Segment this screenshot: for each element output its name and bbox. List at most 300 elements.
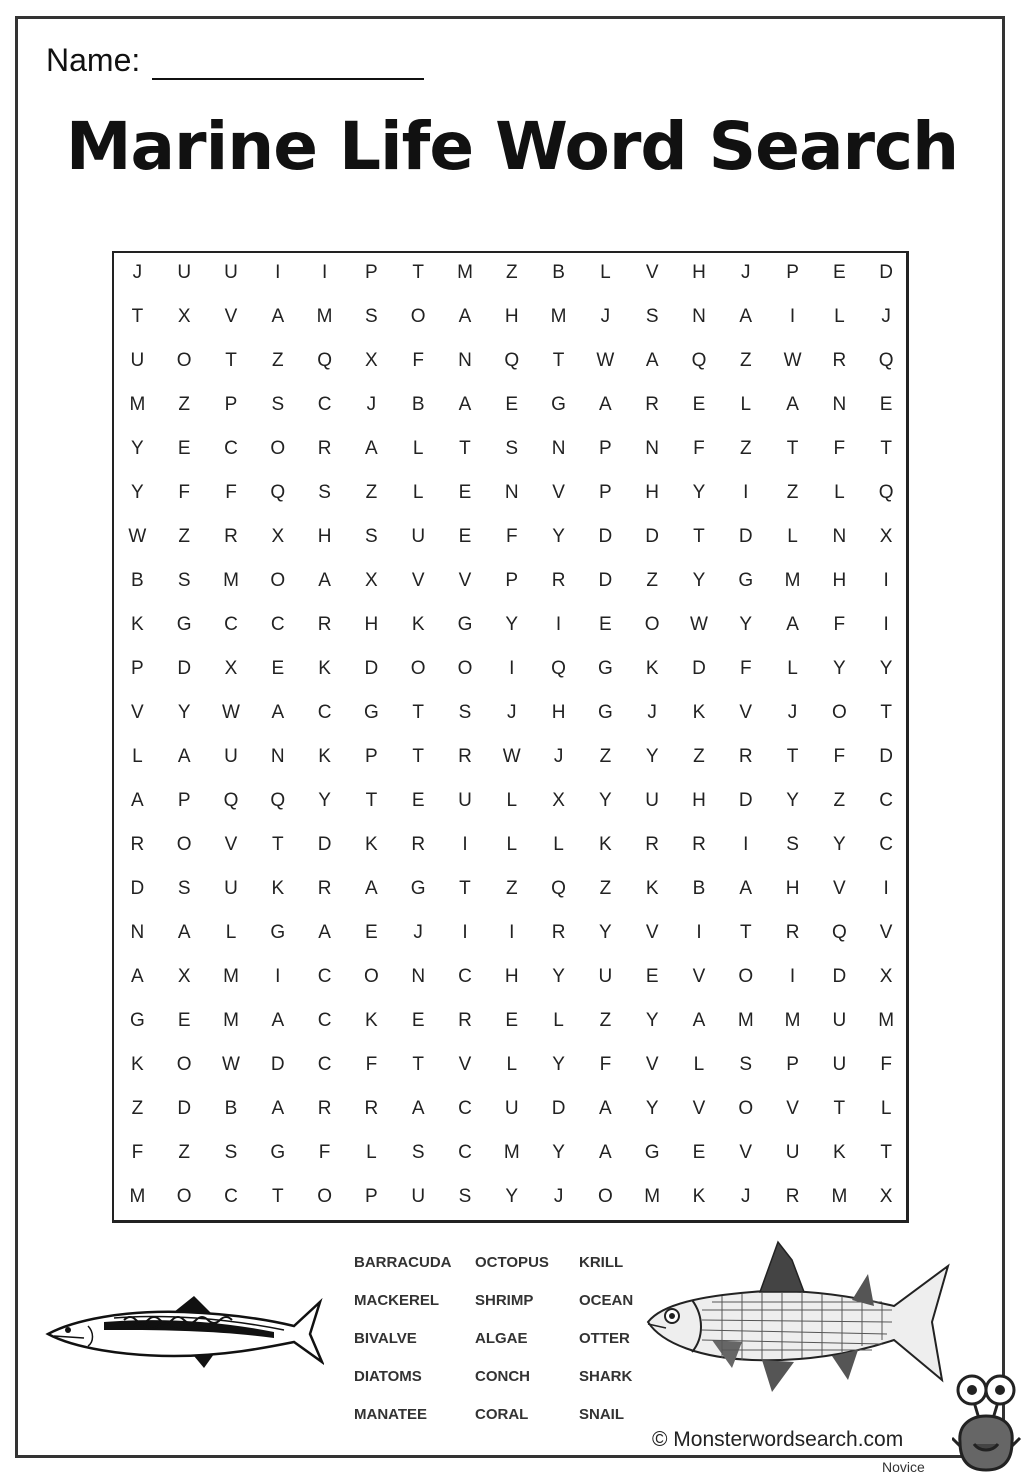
- grid-cell[interactable]: A: [177, 922, 191, 943]
- grid-cell[interactable]: I: [883, 878, 889, 899]
- grid-cell[interactable]: K: [131, 1054, 144, 1075]
- grid-cell[interactable]: N: [551, 438, 566, 459]
- grid-cell[interactable]: R: [317, 1098, 332, 1119]
- grid-cell[interactable]: J: [366, 394, 377, 415]
- grid-cell[interactable]: T: [365, 790, 378, 811]
- grid-cell[interactable]: G: [363, 702, 379, 723]
- grid-cell[interactable]: H: [504, 966, 519, 987]
- grid-cell[interactable]: F: [880, 1054, 892, 1075]
- grid-cell[interactable]: C: [317, 702, 332, 723]
- grid-cell[interactable]: V: [224, 306, 238, 327]
- grid-cell[interactable]: J: [413, 922, 423, 943]
- grid-cell[interactable]: V: [739, 1142, 753, 1163]
- grid-cell[interactable]: Y: [318, 790, 331, 811]
- grid-cell[interactable]: A: [458, 306, 472, 327]
- grid-cell[interactable]: J: [741, 262, 751, 283]
- grid-cell[interactable]: P: [599, 482, 612, 503]
- grid-cell[interactable]: W: [502, 746, 521, 767]
- grid-cell[interactable]: V: [458, 570, 472, 591]
- grid-cell[interactable]: M: [784, 570, 801, 591]
- grid-cell[interactable]: Z: [646, 570, 658, 591]
- grid-cell[interactable]: E: [411, 790, 425, 811]
- grid-cell[interactable]: Y: [177, 702, 191, 723]
- grid-cell[interactable]: Z: [505, 262, 518, 283]
- grid-cell[interactable]: F: [599, 1054, 612, 1075]
- grid-cell[interactable]: F: [739, 658, 752, 679]
- grid-cell[interactable]: X: [177, 306, 191, 327]
- grid-cell[interactable]: I: [743, 834, 749, 855]
- grid-cell[interactable]: J: [507, 702, 517, 723]
- grid-cell[interactable]: O: [317, 1186, 332, 1207]
- grid-cell[interactable]: R: [411, 834, 426, 855]
- grid-cell[interactable]: D: [598, 526, 613, 547]
- grid-cell[interactable]: J: [553, 746, 564, 767]
- grid-cell[interactable]: C: [879, 834, 894, 855]
- grid-cell[interactable]: A: [271, 1010, 285, 1031]
- grid-cell[interactable]: T: [880, 1142, 892, 1163]
- grid-cell[interactable]: M: [223, 966, 239, 987]
- grid-cell[interactable]: F: [833, 746, 846, 767]
- grid-cell[interactable]: A: [365, 878, 378, 899]
- grid-cell[interactable]: Y: [786, 790, 799, 811]
- grid-cell[interactable]: I: [509, 922, 515, 943]
- grid-cell[interactable]: Y: [692, 570, 706, 591]
- grid-cell[interactable]: O: [270, 570, 286, 591]
- grid-cell[interactable]: D: [879, 262, 894, 283]
- grid-cell[interactable]: S: [177, 570, 191, 591]
- grid-cell[interactable]: G: [270, 922, 286, 943]
- grid-cell[interactable]: R: [832, 350, 847, 371]
- grid-cell[interactable]: A: [411, 1098, 425, 1119]
- grid-cell[interactable]: I: [275, 262, 281, 283]
- grid-cell[interactable]: W: [222, 702, 240, 723]
- grid-cell[interactable]: D: [738, 790, 753, 811]
- grid-cell[interactable]: I: [509, 658, 515, 679]
- grid-cell[interactable]: Z: [739, 350, 752, 371]
- grid-cell[interactable]: F: [833, 438, 846, 459]
- grid-cell[interactable]: Y: [505, 614, 519, 635]
- grid-cell[interactable]: E: [879, 394, 893, 415]
- grid-cell[interactable]: Z: [599, 746, 612, 767]
- grid-cell[interactable]: I: [555, 614, 562, 635]
- grid-cell[interactable]: R: [692, 834, 706, 855]
- grid-cell[interactable]: A: [177, 746, 191, 767]
- grid-cell[interactable]: U: [130, 350, 145, 371]
- grid-cell[interactable]: L: [366, 1142, 377, 1163]
- grid-cell[interactable]: J: [132, 262, 143, 283]
- grid-cell[interactable]: A: [645, 350, 659, 371]
- grid-cell[interactable]: D: [270, 1054, 285, 1075]
- grid-cell[interactable]: Y: [833, 834, 846, 855]
- grid-cell[interactable]: D: [177, 1098, 192, 1119]
- grid-cell[interactable]: O: [738, 966, 754, 987]
- grid-cell[interactable]: Z: [786, 482, 799, 503]
- grid-cell[interactable]: U: [598, 966, 613, 987]
- grid-cell[interactable]: O: [363, 966, 379, 987]
- grid-cell[interactable]: F: [131, 1142, 144, 1163]
- grid-cell[interactable]: V: [833, 878, 846, 899]
- grid-cell[interactable]: J: [600, 306, 611, 327]
- grid-cell[interactable]: Y: [645, 1010, 659, 1031]
- grid-cell[interactable]: H: [364, 614, 379, 635]
- grid-cell[interactable]: U: [645, 790, 660, 811]
- grid-cell[interactable]: L: [412, 482, 424, 503]
- grid-cell[interactable]: B: [552, 262, 565, 283]
- grid-cell[interactable]: L: [787, 658, 798, 679]
- grid-cell[interactable]: V: [645, 922, 659, 943]
- grid-cell[interactable]: L: [880, 1098, 892, 1119]
- grid-cell[interactable]: E: [365, 922, 378, 943]
- grid-cell[interactable]: O: [738, 1098, 754, 1119]
- grid-cell[interactable]: L: [834, 306, 845, 327]
- grid-cell[interactable]: K: [318, 746, 331, 767]
- grid-cell[interactable]: Q: [878, 350, 894, 371]
- grid-cell[interactable]: H: [317, 526, 332, 547]
- grid-cell[interactable]: E: [505, 394, 519, 415]
- grid-cell[interactable]: R: [458, 746, 472, 767]
- grid-cell[interactable]: O: [457, 658, 473, 679]
- grid-cell[interactable]: G: [644, 1142, 660, 1163]
- grid-cell[interactable]: F: [693, 438, 705, 459]
- grid-cell[interactable]: U: [224, 746, 238, 767]
- grid-cell[interactable]: V: [131, 702, 144, 723]
- grid-cell[interactable]: T: [412, 1054, 424, 1075]
- grid-cell[interactable]: Q: [878, 482, 894, 503]
- grid-cell[interactable]: R: [317, 614, 332, 635]
- grid-cell[interactable]: X: [224, 658, 238, 679]
- grid-cell[interactable]: T: [459, 878, 471, 899]
- grid-cell[interactable]: U: [832, 1054, 847, 1075]
- grid-cell[interactable]: T: [271, 1186, 284, 1207]
- grid-cell[interactable]: D: [317, 834, 332, 855]
- grid-cell[interactable]: A: [692, 1010, 706, 1031]
- grid-cell[interactable]: D: [364, 658, 379, 679]
- grid-cell[interactable]: K: [365, 834, 378, 855]
- grid-cell[interactable]: F: [833, 614, 846, 635]
- grid-cell[interactable]: U: [504, 1098, 519, 1119]
- grid-cell[interactable]: S: [365, 306, 378, 327]
- grid-cell[interactable]: C: [458, 1098, 472, 1119]
- grid-cell[interactable]: C: [224, 1186, 238, 1207]
- grid-cell[interactable]: H: [785, 878, 800, 899]
- grid-cell[interactable]: N: [832, 526, 847, 547]
- grid-cell[interactable]: K: [645, 878, 659, 899]
- grid-cell[interactable]: A: [131, 790, 144, 811]
- grid-cell[interactable]: M: [737, 1010, 754, 1031]
- grid-cell[interactable]: Z: [693, 746, 705, 767]
- grid-cell[interactable]: M: [223, 1010, 239, 1031]
- grid-cell[interactable]: X: [271, 526, 285, 547]
- grid-cell[interactable]: O: [270, 438, 286, 459]
- grid-cell[interactable]: U: [224, 878, 238, 899]
- grid-cell[interactable]: P: [224, 394, 238, 415]
- grid-cell[interactable]: V: [411, 570, 425, 591]
- grid-cell[interactable]: O: [176, 834, 192, 855]
- grid-cell[interactable]: E: [692, 1142, 706, 1163]
- grid-cell[interactable]: C: [317, 1010, 332, 1031]
- grid-cell[interactable]: Y: [552, 1054, 565, 1075]
- grid-cell[interactable]: I: [743, 482, 749, 503]
- grid-cell[interactable]: M: [878, 1010, 895, 1031]
- grid-cell[interactable]: T: [552, 350, 565, 371]
- grid-cell[interactable]: A: [131, 966, 144, 987]
- grid-cell[interactable]: N: [270, 746, 285, 767]
- grid-cell[interactable]: R: [551, 570, 566, 591]
- grid-cell[interactable]: Y: [692, 482, 706, 503]
- grid-cell[interactable]: Y: [739, 614, 753, 635]
- grid-cell[interactable]: Q: [504, 350, 520, 371]
- grid-cell[interactable]: R: [364, 1098, 379, 1119]
- grid-cell[interactable]: L: [740, 394, 752, 415]
- grid-cell[interactable]: C: [317, 1054, 332, 1075]
- grid-cell[interactable]: A: [318, 922, 331, 943]
- grid-cell[interactable]: V: [645, 262, 659, 283]
- grid-cell[interactable]: K: [411, 614, 425, 635]
- grid-cell[interactable]: L: [132, 746, 143, 767]
- grid-cell[interactable]: Z: [739, 438, 752, 459]
- grid-cell[interactable]: M: [503, 1142, 520, 1163]
- grid-cell[interactable]: O: [644, 614, 660, 635]
- grid-cell[interactable]: L: [693, 1054, 705, 1075]
- grid-cell[interactable]: I: [696, 922, 702, 943]
- grid-cell[interactable]: D: [692, 658, 706, 679]
- grid-cell[interactable]: P: [177, 790, 191, 811]
- grid-cell[interactable]: U: [177, 262, 192, 283]
- grid-cell[interactable]: B: [692, 878, 706, 899]
- grid-cell[interactable]: Y: [131, 438, 144, 459]
- grid-cell[interactable]: C: [879, 790, 894, 811]
- grid-cell[interactable]: X: [879, 1186, 893, 1207]
- grid-cell[interactable]: S: [365, 526, 378, 547]
- grid-cell[interactable]: R: [317, 438, 332, 459]
- grid-cell[interactable]: G: [270, 1142, 286, 1163]
- grid-cell[interactable]: L: [787, 526, 798, 547]
- grid-cell[interactable]: S: [786, 834, 799, 855]
- grid-cell[interactable]: I: [883, 570, 889, 591]
- grid-cell[interactable]: A: [599, 1098, 612, 1119]
- grid-cell[interactable]: A: [786, 394, 799, 415]
- grid-cell[interactable]: T: [786, 746, 799, 767]
- grid-cell[interactable]: Z: [505, 878, 518, 899]
- grid-cell[interactable]: H: [504, 306, 519, 327]
- grid-cell[interactable]: S: [458, 702, 472, 723]
- grid-cell[interactable]: X: [552, 790, 565, 811]
- grid-cell[interactable]: Y: [505, 1186, 519, 1207]
- grid-cell[interactable]: E: [177, 438, 191, 459]
- grid-cell[interactable]: R: [458, 1010, 472, 1031]
- grid-cell[interactable]: P: [786, 262, 799, 283]
- grid-cell[interactable]: V: [786, 1098, 799, 1119]
- grid-cell[interactable]: D: [832, 966, 847, 987]
- grid-cell[interactable]: I: [789, 306, 796, 327]
- grid-cell[interactable]: N: [645, 438, 660, 459]
- grid-cell[interactable]: V: [645, 1054, 659, 1075]
- grid-cell[interactable]: Y: [552, 1142, 565, 1163]
- grid-cell[interactable]: S: [645, 306, 659, 327]
- grid-cell[interactable]: D: [551, 1098, 566, 1119]
- grid-cell[interactable]: P: [365, 1186, 378, 1207]
- grid-cell[interactable]: O: [410, 658, 426, 679]
- grid-cell[interactable]: Z: [271, 350, 284, 371]
- grid-cell[interactable]: Y: [599, 790, 612, 811]
- grid-cell[interactable]: Q: [551, 878, 566, 899]
- grid-cell[interactable]: V: [739, 702, 753, 723]
- grid-cell[interactable]: O: [410, 306, 426, 327]
- grid-cell[interactable]: H: [692, 790, 706, 811]
- grid-cell[interactable]: T: [786, 438, 799, 459]
- grid-cell[interactable]: F: [365, 1054, 378, 1075]
- grid-cell[interactable]: G: [597, 658, 613, 679]
- grid-cell[interactable]: M: [784, 1010, 801, 1031]
- grid-cell[interactable]: L: [225, 922, 237, 943]
- grid-cell[interactable]: T: [459, 438, 471, 459]
- grid-cell[interactable]: U: [832, 1010, 847, 1031]
- grid-cell[interactable]: M: [316, 306, 333, 327]
- grid-cell[interactable]: T: [739, 922, 752, 943]
- grid-cell[interactable]: Z: [599, 1010, 612, 1031]
- grid-cell[interactable]: X: [879, 526, 893, 547]
- grid-cell[interactable]: P: [786, 1054, 799, 1075]
- grid-cell[interactable]: Z: [365, 482, 378, 503]
- grid-cell[interactable]: H: [551, 702, 566, 723]
- grid-cell[interactable]: A: [599, 1142, 612, 1163]
- grid-cell[interactable]: N: [832, 394, 847, 415]
- grid-cell[interactable]: P: [599, 438, 612, 459]
- grid-cell[interactable]: Q: [691, 350, 707, 371]
- grid-cell[interactable]: S: [318, 482, 331, 503]
- grid-cell[interactable]: F: [225, 482, 237, 503]
- grid-cell[interactable]: G: [551, 394, 566, 415]
- grid-cell[interactable]: Y: [599, 922, 612, 943]
- grid-cell[interactable]: K: [365, 1010, 378, 1031]
- grid-cell[interactable]: D: [645, 526, 660, 547]
- grid-cell[interactable]: C: [317, 394, 332, 415]
- grid-cell[interactable]: Z: [833, 790, 846, 811]
- grid-cell[interactable]: T: [880, 438, 892, 459]
- grid-cell[interactable]: V: [692, 966, 706, 987]
- grid-cell[interactable]: T: [271, 834, 284, 855]
- grid-cell[interactable]: I: [462, 922, 468, 943]
- grid-cell[interactable]: S: [271, 394, 285, 415]
- grid-cell[interactable]: A: [365, 438, 378, 459]
- grid-cell[interactable]: L: [553, 834, 564, 855]
- grid-cell[interactable]: Y: [879, 658, 893, 679]
- grid-cell[interactable]: N: [692, 306, 706, 327]
- grid-cell[interactable]: S: [458, 1186, 472, 1207]
- grid-cell[interactable]: T: [880, 702, 892, 723]
- grid-cell[interactable]: Y: [131, 482, 144, 503]
- grid-cell[interactable]: N: [130, 922, 145, 943]
- grid-cell[interactable]: O: [597, 1186, 613, 1207]
- grid-cell[interactable]: P: [131, 658, 144, 679]
- grid-cell[interactable]: N: [504, 482, 519, 503]
- grid-cell[interactable]: H: [692, 262, 706, 283]
- grid-cell[interactable]: W: [128, 526, 147, 547]
- grid-cell[interactable]: F: [505, 526, 518, 547]
- grid-cell[interactable]: E: [599, 614, 612, 635]
- grid-cell[interactable]: Z: [178, 394, 190, 415]
- grid-cell[interactable]: I: [462, 834, 468, 855]
- grid-cell[interactable]: Y: [833, 658, 846, 679]
- grid-cell[interactable]: H: [832, 570, 847, 591]
- grid-cell[interactable]: A: [739, 306, 753, 327]
- grid-cell[interactable]: L: [506, 790, 518, 811]
- grid-cell[interactable]: T: [833, 1098, 846, 1119]
- grid-cell[interactable]: K: [692, 1186, 706, 1207]
- grid-cell[interactable]: W: [783, 350, 802, 371]
- grid-cell[interactable]: G: [130, 1010, 145, 1031]
- grid-cell[interactable]: R: [130, 834, 145, 855]
- grid-cell[interactable]: V: [692, 1098, 706, 1119]
- grid-cell[interactable]: A: [599, 394, 612, 415]
- grid-cell[interactable]: T: [693, 526, 705, 547]
- grid-cell[interactable]: L: [553, 1010, 564, 1031]
- name-blank-line[interactable]: [152, 46, 424, 80]
- grid-cell[interactable]: E: [645, 966, 659, 987]
- grid-cell[interactable]: K: [131, 614, 144, 635]
- grid-cell[interactable]: A: [271, 1098, 285, 1119]
- grid-cell[interactable]: C: [317, 966, 332, 987]
- grid-cell[interactable]: L: [834, 482, 845, 503]
- grid-cell[interactable]: Z: [131, 1098, 144, 1119]
- grid-cell[interactable]: C: [224, 614, 238, 635]
- grid-cell[interactable]: F: [318, 1142, 331, 1163]
- grid-cell[interactable]: W: [596, 350, 615, 371]
- grid-cell[interactable]: M: [644, 1186, 661, 1207]
- grid-cell[interactable]: S: [411, 1142, 425, 1163]
- grid-cell[interactable]: G: [738, 570, 754, 591]
- grid-cell[interactable]: Y: [552, 526, 565, 547]
- grid-cell[interactable]: X: [365, 350, 378, 371]
- grid-cell[interactable]: I: [789, 966, 796, 987]
- grid-cell[interactable]: T: [412, 262, 424, 283]
- grid-cell[interactable]: X: [879, 966, 893, 987]
- grid-cell[interactable]: C: [270, 614, 285, 635]
- grid-cell[interactable]: D: [130, 878, 145, 899]
- grid-cell[interactable]: Z: [599, 878, 612, 899]
- grid-cell[interactable]: A: [739, 878, 753, 899]
- grid-cell[interactable]: U: [458, 790, 472, 811]
- grid-cell[interactable]: P: [365, 262, 378, 283]
- grid-cell[interactable]: J: [553, 1186, 564, 1207]
- grid-cell[interactable]: J: [647, 702, 657, 723]
- grid-cell[interactable]: D: [598, 570, 613, 591]
- grid-cell[interactable]: A: [458, 394, 472, 415]
- grid-cell[interactable]: S: [177, 878, 191, 899]
- grid-cell[interactable]: M: [831, 1186, 848, 1207]
- grid-cell[interactable]: R: [785, 922, 800, 943]
- grid-cell[interactable]: R: [645, 394, 660, 415]
- grid-cell[interactable]: Q: [270, 482, 286, 503]
- grid-cell[interactable]: N: [411, 966, 426, 987]
- grid-cell[interactable]: A: [318, 570, 331, 591]
- grid-cell[interactable]: U: [411, 1186, 426, 1207]
- grid-cell[interactable]: L: [412, 438, 424, 459]
- grid-cell[interactable]: R: [645, 834, 660, 855]
- grid-cell[interactable]: Q: [317, 350, 332, 371]
- grid-cell[interactable]: X: [365, 570, 378, 591]
- grid-cell[interactable]: V: [552, 482, 565, 503]
- grid-cell[interactable]: J: [881, 306, 891, 327]
- grid-cell[interactable]: E: [833, 262, 846, 283]
- grid-cell[interactable]: E: [692, 394, 706, 415]
- grid-cell[interactable]: B: [224, 1098, 238, 1119]
- grid-cell[interactable]: O: [831, 702, 847, 723]
- grid-cell[interactable]: D: [177, 658, 192, 679]
- grid-cell[interactable]: A: [271, 702, 285, 723]
- grid-cell[interactable]: T: [412, 746, 424, 767]
- grid-cell[interactable]: G: [597, 702, 613, 723]
